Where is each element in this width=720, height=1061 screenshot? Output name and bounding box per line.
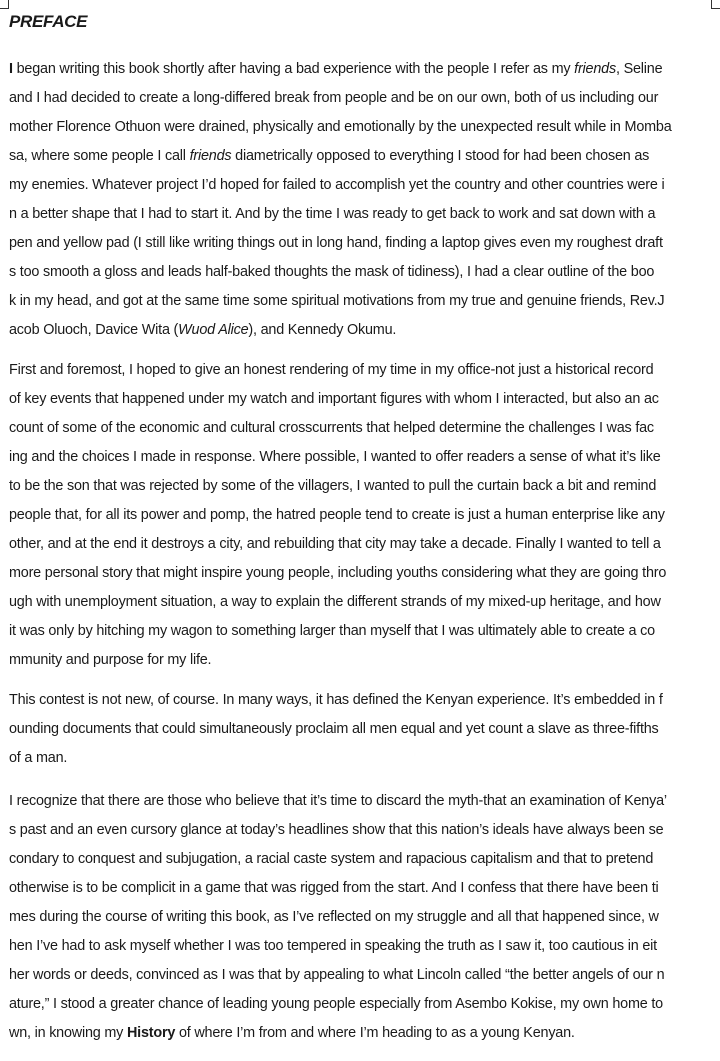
text-line: ugh with unemployment situation, a way to explain the different strands of my mixed-up heritage, and how <box>9 594 661 610</box>
text-line: and I had decided to create a long-differed break from people and be on our own, both of us including our <box>9 90 659 106</box>
paragraph-1 <box>9 55 714 345</box>
text-line: my enemies. Whatever project I’d hoped for failed to accomplish yet the country and other countries were i <box>9 177 665 193</box>
paragraph-2 <box>9 356 714 675</box>
text-line: s too smooth a gloss and leads half-baked thoughts the mask of tidiness), I had a clear outline of the boo <box>9 264 655 280</box>
page-corner-mark-left <box>0 0 9 9</box>
text-line: s past and an even cursory glance at today’s headlines show that this nation’s ideals have always been se <box>9 822 664 838</box>
text-line: people that, for all its power and pomp, the hatred people tend to create is just a human enterprise like any <box>9 507 665 523</box>
text-line: to be the son that was rejected by some of the villagers, I wanted to pull the curtain back a bit and remind <box>9 478 657 494</box>
text-line: I began writing this book shortly after having a bad experience with the people I refer as my friends, Seline <box>9 61 663 77</box>
text-line: First and foremost, I hoped to give an honest rendering of my time in my office-not just a historical record <box>9 362 654 378</box>
text-line: k in my head, and got at the same time some spiritual motivations from my true and genuine friends, Rev.J <box>9 293 665 309</box>
paragraph-3 <box>9 686 714 773</box>
text-line: pen and yellow pad (I still like writing things out in long hand, finding a laptop gives even my roughest draft <box>9 235 663 251</box>
text-line: ature,” I stood a greater chance of leading young people especially from Asembo Kokise, my own home to <box>9 996 663 1012</box>
text-line: hen I’ve had to ask myself whether I was too tempered in speaking the truth as I saw it, too cautious in eit <box>9 938 657 954</box>
text-line: acob Oluoch, Davice Wita (Wuod Alice), and Kennedy Okumu. <box>9 322 397 338</box>
text-line: mes during the course of writing this book, as I’ve reflected on my struggle and all that happened since, w <box>9 909 659 925</box>
text-line: sa, where some people I call friends diametrically opposed to everything I stood for had been chosen as <box>9 148 650 164</box>
text-line: of a man. <box>9 750 68 766</box>
text-line: ounding documents that could simultaneously proclaim all men equal and yet count a slave as three-fifths <box>9 721 659 737</box>
text-line: n a better shape that I had to start it. And by the time I was ready to get back to work and sat down with a <box>9 206 656 222</box>
text-line: of key events that happened under my watch and important figures with whom I interacted, but also an ac <box>9 391 659 407</box>
paragraph-4 <box>9 787 714 1048</box>
text-line: it was only by hitching my wagon to something larger than myself that I was ultimately able to create a co <box>9 623 655 639</box>
page-corner-mark-right <box>711 0 720 9</box>
text-line: mmunity and purpose for my life. <box>9 652 212 668</box>
text-line: This contest is not new, of course. In many ways, it has defined the Kenyan experience. It’s embedded in f <box>9 692 663 708</box>
text-line: other, and at the end it destroys a city, and rebuilding that city may take a decade. Finally I wanted to tell a <box>9 536 661 552</box>
text-line: otherwise is to be complicit in a game that was rigged from the start. And I confess that there have been ti <box>9 880 659 896</box>
text-line: I recognize that there are those who believe that it’s time to discard the myth-that an examination of Kenya’ <box>9 793 667 809</box>
text-line: wn, in knowing my History of where I’m from and where I’m heading to as a young Kenyan. <box>9 1025 575 1041</box>
text-line: more personal story that might inspire young people, including youths considering what they are going thro <box>9 565 667 581</box>
text-line: ing and the choices I made in response. Where possible, I wanted to offer readers a sense of what it’s like <box>9 449 661 465</box>
page-title: PREFACE <box>9 12 88 31</box>
text-line: count of some of the economic and cultural crosscurrents that helped determine the challenges I was fac <box>9 420 654 436</box>
text-line: mother Florence Othuon were drained, physically and emotionally by the unexpected result while in Momba <box>9 119 672 135</box>
text-line: her words or deeds, convinced as I was that by appealing to what Lincoln called “the better angels of our n <box>9 967 665 983</box>
text-line: condary to conquest and subjugation, a racial caste system and rapacious capitalism and that to pretend <box>9 851 654 867</box>
